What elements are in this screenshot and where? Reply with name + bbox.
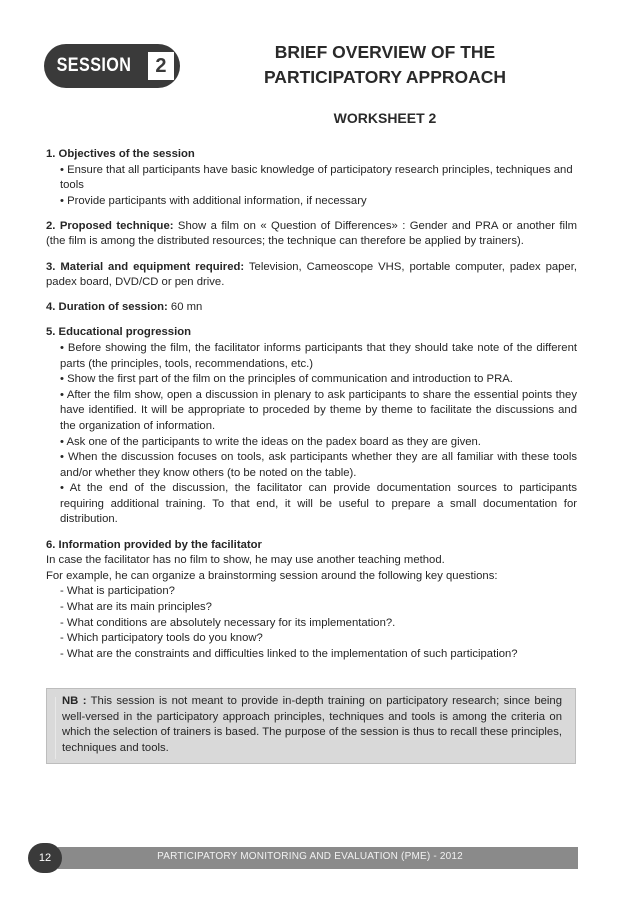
- session-label: SESSION: [56, 55, 132, 76]
- section-duration: [46, 300, 577, 316]
- session-badge: [44, 44, 180, 88]
- bullet-item: • Ensure that all participants have basic knowledge of participatory research principles, techniques and tools: [60, 163, 573, 192]
- question-item: - What is participation?: [60, 585, 175, 598]
- question-item: - Which participatory tools do you know?: [60, 632, 263, 645]
- note-text: [62, 694, 562, 756]
- section-objectives: [46, 147, 577, 209]
- section-heading: 4. Duration of session:: [46, 301, 168, 314]
- section-heading: 6. Information provided by the facilitator: [46, 538, 262, 551]
- bullet-item: • After the film show, open a discussion in plenary to ask participants to share the essential points they have identified. It will be appropriate to proceded by theme by theme to facilitate the discussions and the organization of information.: [60, 388, 577, 432]
- section-information: [46, 538, 577, 663]
- bullet-item: • When the discussion focuses on tools, ask participants whether they are all familiar with these tools and/or whether they know others (to be noted on the table).: [60, 451, 577, 479]
- page-title: [240, 40, 530, 90]
- session-number: 2: [148, 52, 174, 80]
- section-text: 60 mn: [167, 301, 203, 314]
- section-heading: 2. Proposed technique:: [46, 219, 174, 232]
- section-text: In case the facilitator has no film to show, he may use another teaching method.: [46, 554, 445, 567]
- section-technique: [46, 219, 577, 250]
- bullet-item: • Ask one of the participants to write the ideas on the padex board as they are given.: [60, 435, 481, 448]
- question-item: - What conditions are absolutely necessary for its implementation?.: [60, 616, 396, 629]
- page-number: 12: [28, 843, 62, 873]
- question-item: - What are its main principles?: [60, 600, 212, 613]
- bullet-item: • At the end of the discussion, the facilitator can provide documentation sources to participants requiring additional training. To that end, it will be useful to prepare a small documentation for distribution.: [60, 482, 577, 526]
- section-text: For example, he can organize a brainstorming session around the following key questions:: [46, 569, 498, 582]
- question-item: - What are the constraints and difficulties linked to the implementation of such participation?: [60, 647, 518, 660]
- section-text: Television, Cameoscope VHS, portable computer, padex paper, padex board, DVD/CD or pen drive.: [46, 260, 577, 289]
- note-label: NB :: [62, 695, 87, 707]
- worksheet-body: [46, 147, 577, 672]
- section-progression: [46, 325, 577, 528]
- section-heading: 1. Objectives of the session: [46, 148, 195, 160]
- note-body: This session is not meant to provide in-depth training on participatory research; since being well-versed in the participatory approach principles, techniques and tools is among the criteria on which the selection of trainers is based. The purpose of the session is thus to recall these principles, techniques and tools.: [62, 695, 562, 754]
- worksheet-subtitle: WORKSHEET 2: [333, 110, 437, 126]
- section-heading: 5. Educational progression: [46, 326, 192, 339]
- section-heading: 3. Material and equipment required:: [46, 260, 245, 273]
- section-material: [46, 260, 577, 291]
- footer-text: PARTICIPATORY MONITORING AND EVALUATION (PME) - 2012: [157, 851, 463, 862]
- title-line-2: PARTICIPATORY APPROACH: [263, 67, 507, 87]
- bullet-item: • Provide participants with additional information, if necessary: [60, 194, 367, 207]
- bullet-item: • Show the first part of the film on the principles of communication and introduction to PRA.: [60, 373, 513, 386]
- section-text: Show a film on « Question of Differences» : Gender and PRA or another film (the film is among the distributed resources; the technique can therefore be applied by trainers).: [46, 219, 577, 248]
- title-line-1: BRIEF OVERVIEW OF THE: [274, 42, 496, 62]
- bullet-item: • Before showing the film, the facilitator informs participants that they should take note of the different parts (the principles, tools, recommendations, etc.): [60, 341, 577, 370]
